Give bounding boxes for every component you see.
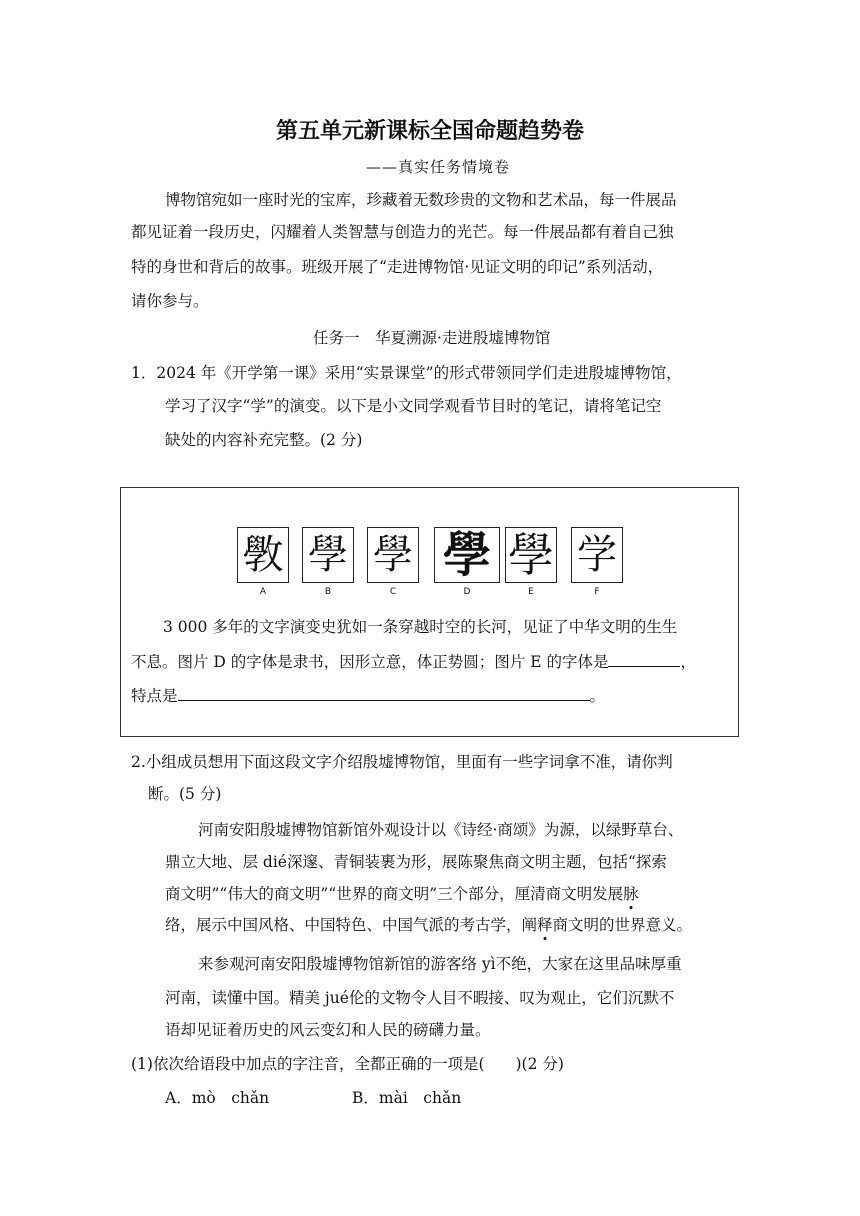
q2-line-1: 2.小组成员想用下面这段文字介绍殷墟博物馆，里面有一些字词拿不准，请你判: [131, 753, 673, 771]
q1-line-2: 学习了汉字“学”的演变。以下是小文同学观看节目时的笔记，请将笔记空: [165, 397, 662, 415]
passage2-line-2: 河南，读懂中国。精美 jué伦的文物令人目不暇接、叹为观止，它们沉默不: [165, 989, 675, 1007]
passage1-line-3: [165, 882, 639, 904]
box-line-1: 3 000 多年的文字演变史犹如一条穿越时空的长河，见证了中华文明的生生: [163, 618, 678, 636]
dotted-char-shi: 释: [537, 916, 553, 934]
option-b[interactable]: B．mài chǎn: [352, 1089, 462, 1107]
passage2-line-1: 来参观河南安阳殷墟博物馆新馆的游客络 yì不绝，大家在这里品味厚重: [198, 955, 682, 973]
glyph-c: [367, 527, 419, 583]
glyph-label-d: D: [463, 587, 471, 597]
option-a[interactable]: A．mò chǎn: [165, 1089, 270, 1107]
glyph-e-char: 學: [508, 528, 554, 582]
intro-line-3: 特的身世和背后的故事。班级开展了“走进博物馆·见证文明的印记”系列活动，: [131, 258, 664, 276]
glyph-a: [237, 527, 289, 583]
q1-line-1: 1．2024 年《开学第一课》采用“实景课堂”的形式带领同学们走进殷墟博物馆，: [131, 364, 682, 382]
glyph-label-c: C: [389, 587, 397, 597]
passage2-line-3: 语却见证着历史的风云变幻和人民的磅礴力量。: [165, 1021, 491, 1039]
page-subtitle: ——真实任务情境卷: [366, 158, 511, 176]
glyph-label-e: E: [528, 587, 534, 597]
q1-line-3: 缺处的内容补充完整。(2 分): [165, 431, 363, 449]
glyph-label-f: F: [594, 587, 600, 597]
glyph-c-char: 學: [373, 532, 413, 578]
glyph-e: [505, 527, 557, 583]
glyph-d: [434, 527, 500, 583]
box-line-2: [131, 650, 696, 672]
glyph-a-char: 斆: [243, 532, 283, 578]
dotted-char-mai: 脉: [623, 885, 639, 903]
box-line-2-end: ，: [680, 653, 696, 671]
intro-line-4: 请你参与。: [131, 292, 209, 310]
passage1-line-4: [165, 913, 692, 935]
passage1-line-4-text: 络，展示中国风格、中国特色、中国气派的考古学，阐: [165, 916, 538, 934]
passage1-line-2: 鼎立大地、层 dié深邃、青铜装裹为形，展陈聚焦商文明主题，包括“探索: [165, 853, 667, 871]
glyph-b-char: 學: [308, 532, 348, 578]
intro-line-1: 博物馆宛如一座时光的宝库，珍藏着无数珍贵的文物和艺术品，每一件展品: [165, 191, 677, 209]
page-title: 第五单元新课标全国命题趋势卷: [275, 119, 584, 144]
passage1-line-4-end: 商文明的世界意义。: [552, 916, 693, 934]
box-line-3: [131, 684, 605, 706]
q2-line-2: 断。(5 分): [148, 785, 222, 803]
glyph-f-char: 学: [577, 532, 617, 578]
answer-blank-feature[interactable]: [178, 686, 590, 701]
box-line-2-text: 不息。图片 D 的字体是隶书，因形立意，体正势圆；图片 E 的字体是: [131, 653, 609, 671]
glyph-b: [302, 527, 354, 583]
glyph-f: [571, 527, 623, 583]
box-line-3-text: 特点是: [131, 687, 178, 705]
subquestion-1: (1)依次给语段中加点的字注音，全都正确的一项是( )(2 分): [131, 1055, 564, 1073]
glyph-label-b: B: [324, 587, 332, 597]
task1-heading: 任务一 华夏溯源·走进殷墟博物馆: [313, 329, 551, 347]
glyph-d-char: 學: [442, 527, 491, 583]
passage1-line-1: 河南安阳殷墟博物馆新馆外观设计以《诗经·商颂》为源，以绿野草台、: [198, 821, 684, 839]
answer-blank-font[interactable]: [608, 652, 680, 667]
passage1-line-3-text: 商文明”“伟大的商文明”“世界的商文明”三个部分，厘清商文明发展: [165, 885, 624, 903]
glyph-label-a: A: [259, 587, 267, 597]
box-line-3-end: 。: [589, 687, 606, 705]
intro-line-2: 都见证着一段历史，闪耀着人类智慧与创造力的光芒。每一件展品都有着自己独: [131, 223, 674, 241]
